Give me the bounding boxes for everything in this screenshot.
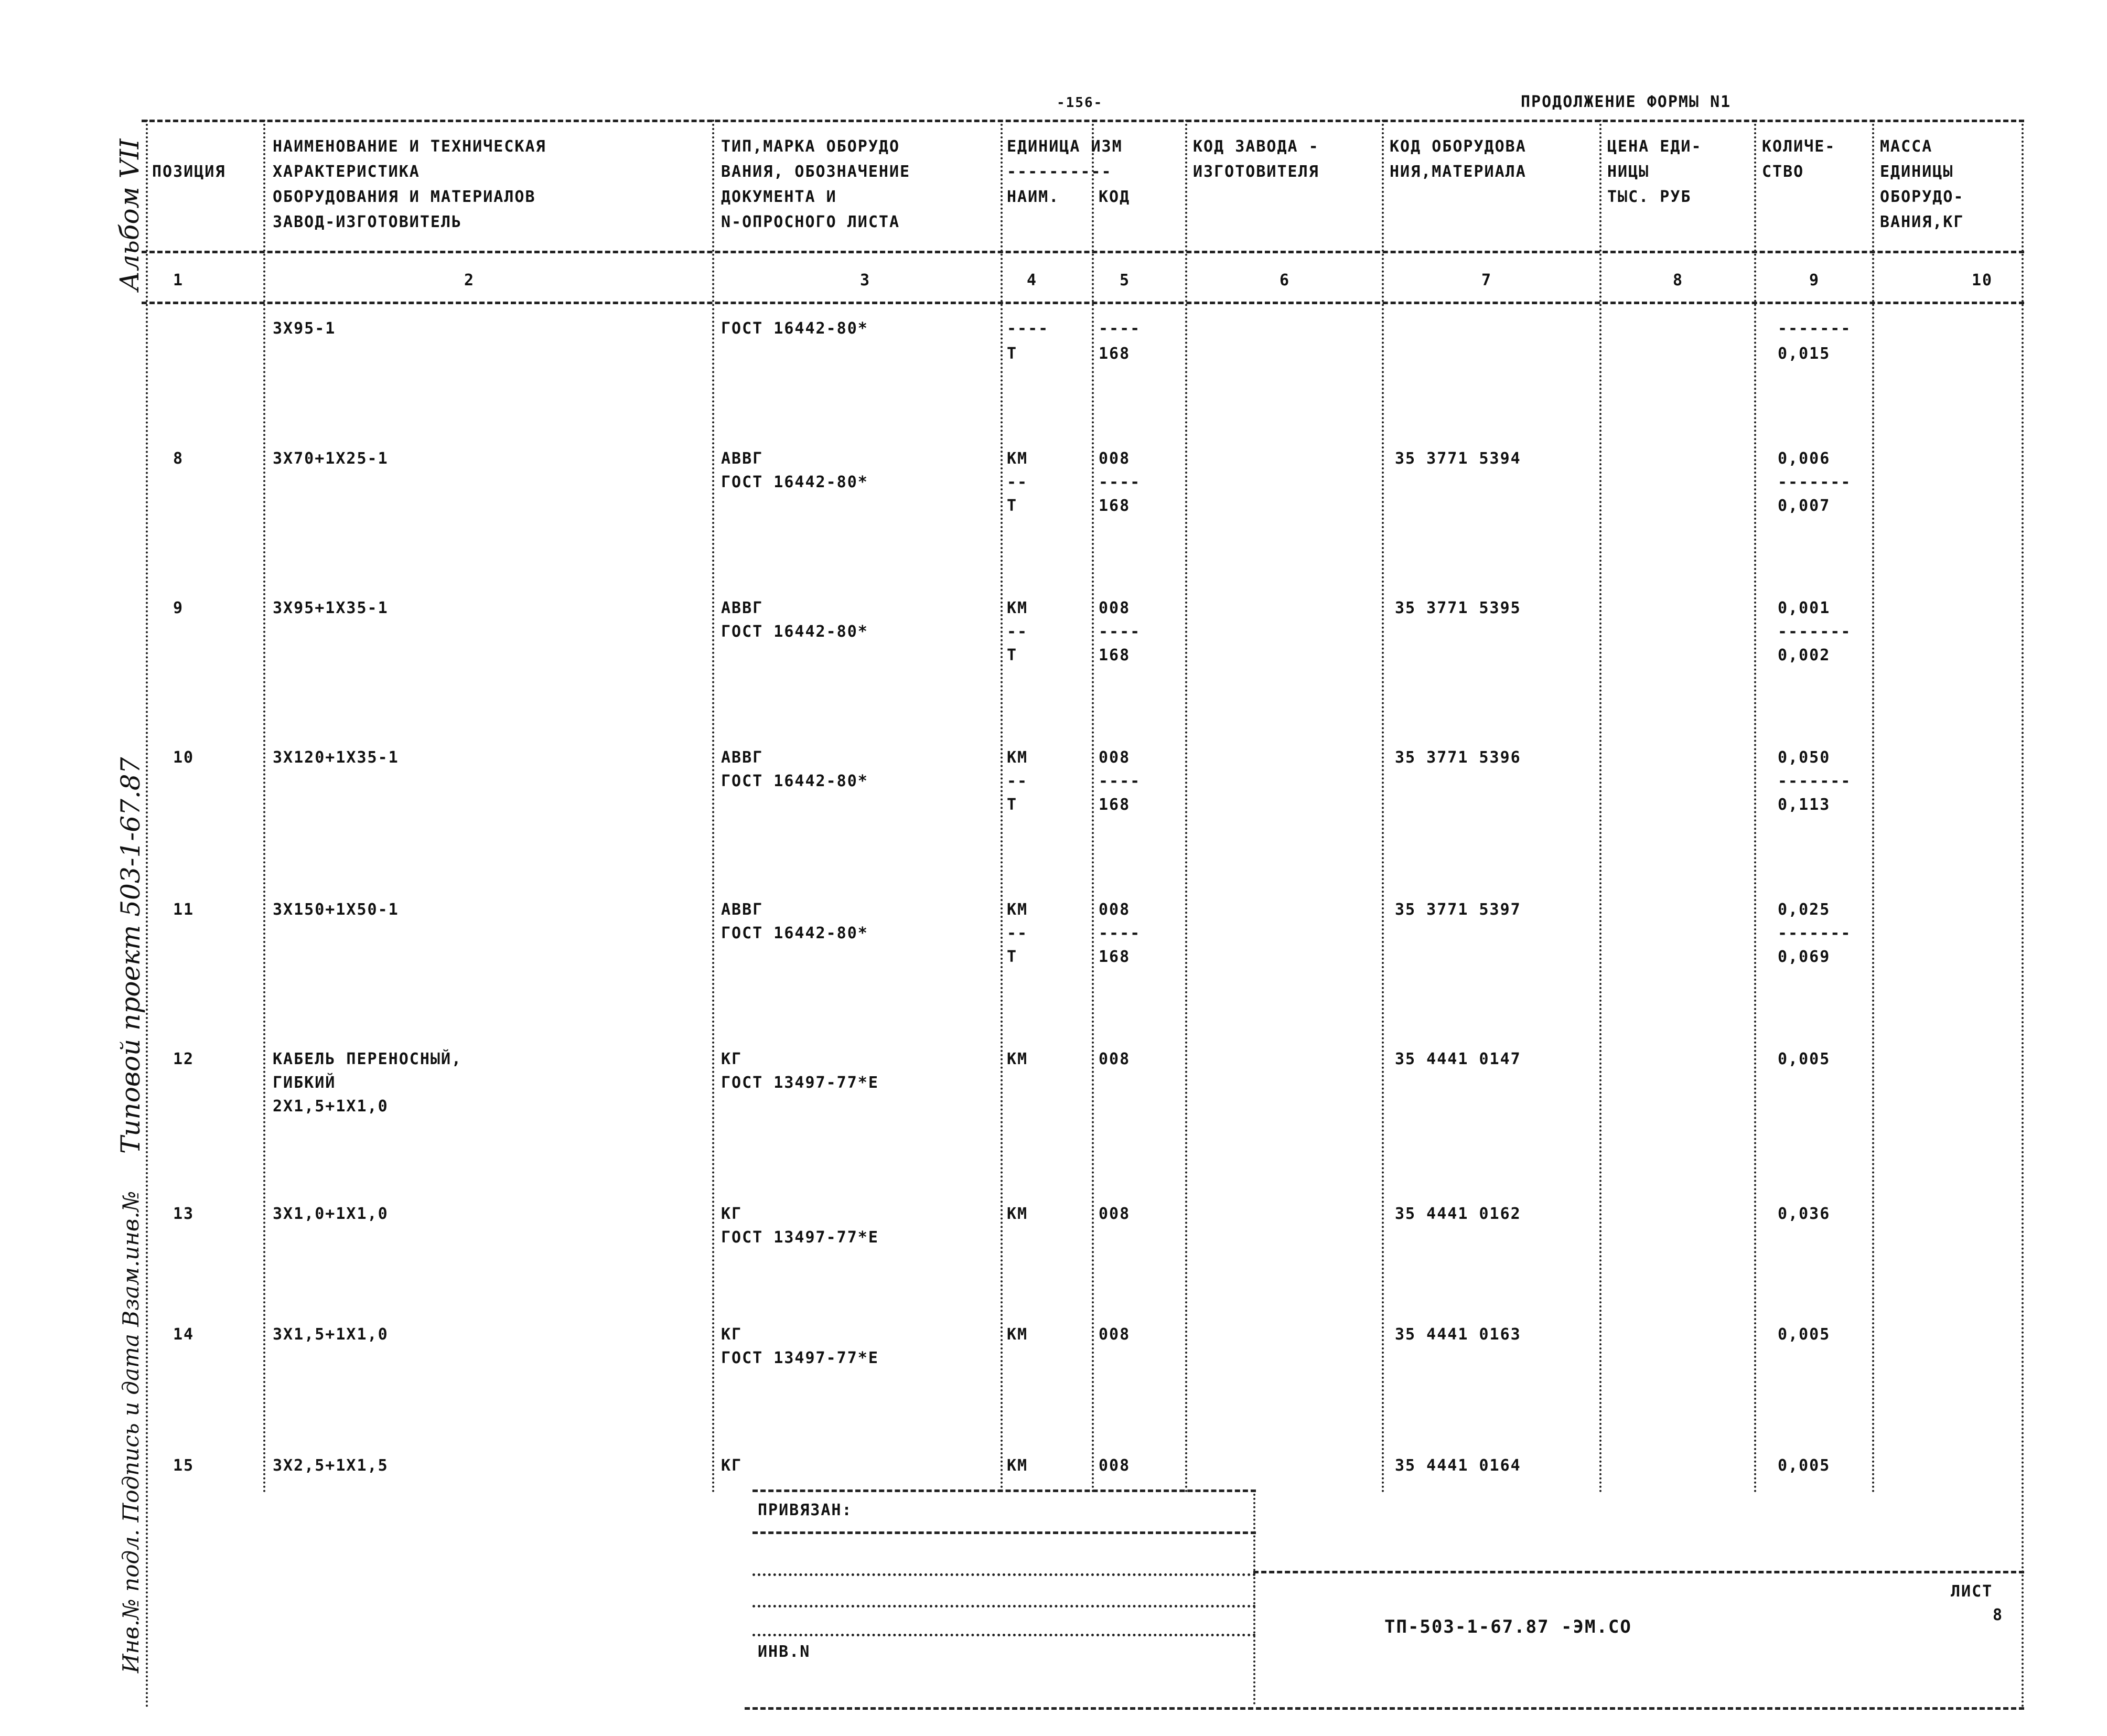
col-divider (2022, 120, 2024, 1709)
table-cell-c5: 168 (1099, 948, 1131, 966)
col-divider (712, 120, 714, 1494)
table-cell-c4: -- (1007, 924, 1028, 942)
table-cell-c2: 3Х95+1Х35-1 (273, 599, 389, 617)
table-cell-c3: ГОСТ 13497-77*Е (721, 1349, 879, 1367)
table-cell-c9: 0,015 (1778, 345, 1831, 363)
table-cell-c5: 008 (1099, 1325, 1131, 1344)
privyazan-label: ПРИВЯЗАН: (758, 1501, 853, 1519)
col-divider (263, 120, 265, 1494)
stamp-line (752, 1634, 1256, 1636)
doc-code: ТП-503-1-67.87 -ЭМ.СО (1384, 1616, 1632, 1637)
table-cell-c4: КМ (1007, 1325, 1028, 1344)
column-header-10: МАССА (1880, 137, 1933, 156)
table-cell-c1: 9 (173, 599, 184, 617)
column-header-10: ОБОРУДО- (1880, 188, 1964, 206)
col-divider (1754, 120, 1756, 1494)
table-cell-c7: 35 4441 0162 (1395, 1205, 1521, 1223)
table-cell-c3: АВВГ (721, 599, 764, 617)
table-cell-c5: 168 (1099, 796, 1131, 814)
column-header-8: НИЦЫ (1607, 163, 1650, 181)
column-header-9: СТВО (1762, 163, 1804, 181)
table-cell-c2: 3Х1,5+1Х1,0 (273, 1325, 389, 1344)
margin-stamp-label: Инв.№ подл. Подпись и дата Взам.инв.№ (118, 1191, 144, 1673)
column-number: 5 (1120, 271, 1131, 290)
table-cell-c4: КМ (1007, 901, 1028, 919)
table-cell-c3: ГОСТ 16442-80* (721, 319, 868, 338)
table-cell-c3: КГ (721, 1325, 743, 1344)
column-header-2: ОБОРУДОВАНИЯ И МАТЕРИАЛОВ (273, 188, 536, 206)
table-cell-c5: 008 (1099, 901, 1131, 919)
table-cell-c5: 008 (1099, 599, 1131, 617)
column-header-1: ПОЗИЦИЯ (152, 163, 226, 181)
table-cell-c7: 35 3771 5396 (1395, 748, 1521, 767)
table-cell-c5: 168 (1099, 497, 1131, 515)
table-cell-c3: АВВГ (721, 748, 764, 767)
table-cell-c2: ГИБКИЙ (273, 1074, 336, 1092)
table-cell-c7: 35 4441 0163 (1395, 1325, 1521, 1344)
column-header-8: ТЫС. РУБ (1607, 188, 1692, 206)
table-cell-c4: Т (1007, 948, 1018, 966)
table-cell-c5: 008 (1099, 1456, 1131, 1475)
column-header-2: ЗАВОД-ИЗГОТОВИТЕЛЬ (273, 213, 463, 231)
table-cell-c5: 008 (1099, 1050, 1131, 1068)
table-cell-c5: ---- (1099, 924, 1141, 942)
column-header-7: НИЯ,МАТЕРИАЛА (1390, 163, 1526, 181)
table-cell-c7: 35 3771 5395 (1395, 599, 1521, 617)
table-cell-c4: Т (1007, 345, 1018, 363)
table-cell-c3: АВВГ (721, 901, 764, 919)
stamp-rule (1253, 1571, 2024, 1573)
table-cell-c3: ГОСТ 13497-77*Е (721, 1074, 879, 1092)
column-header-6: ИЗГОТОВИТЕЛЯ (1193, 163, 1319, 181)
table-cell-c9: ------- (1778, 319, 1852, 338)
table-cell-c9: 0,006 (1778, 449, 1831, 468)
table-cell-c7: 35 3771 5394 (1395, 449, 1521, 468)
table-cell-c7: 35 4441 0164 (1395, 1456, 1521, 1475)
table-cell-c3: ГОСТ 16442-80* (721, 924, 868, 942)
table-cell-c9: ------- (1778, 924, 1852, 942)
table-cell-c2: 3Х95-1 (273, 319, 336, 338)
sheet-number: 8 (1993, 1606, 2004, 1624)
stamp-divider (1253, 1489, 1255, 1705)
continuation-label: ПРОДОЛЖЕНИЕ ФОРМЫ N1 (1521, 93, 1732, 111)
table-cell-c5: 008 (1099, 748, 1131, 767)
column-header-4: НАИМ. (1007, 188, 1060, 206)
table-cell-c2: КАБЕЛЬ ПЕРЕНОСНЫЙ, (273, 1050, 463, 1068)
table-cell-c5: ---- (1099, 319, 1141, 338)
table-cell-c3: АВВГ (721, 449, 764, 468)
table-cell-c3: КГ (721, 1050, 743, 1068)
table-cell-c9: 0,050 (1778, 748, 1831, 767)
table-cell-c4: Т (1007, 796, 1018, 814)
col-divider (1872, 120, 1874, 1494)
table-cell-c4: КМ (1007, 449, 1028, 468)
column-header-3: ВАНИЯ, ОБОЗНАЧЕНИЕ (721, 163, 911, 181)
table-cell-c5: ---- (1099, 772, 1141, 790)
table-cell-c9: 0,001 (1778, 599, 1831, 617)
table-cell-c2: 3Х2,5+1Х1,5 (273, 1456, 389, 1475)
table-cell-c5: ---- (1099, 623, 1141, 641)
column-number: 9 (1809, 271, 1820, 290)
column-header-8: ЦЕНА ЕДИ- (1607, 137, 1702, 156)
col-divider (1092, 120, 1094, 1494)
column-number: 6 (1280, 271, 1291, 290)
table-cell-c2: 2Х1,5+1Х1,0 (273, 1097, 389, 1116)
table-cell-c9: ------- (1778, 772, 1852, 790)
stamp-mid-rule (752, 1531, 1256, 1534)
table-cell-c4: -- (1007, 473, 1028, 491)
column-number: 8 (1673, 271, 1684, 290)
table-cell-c1: 10 (173, 748, 195, 767)
table-cell-c4: КМ (1007, 1050, 1028, 1068)
column-header-10: ЕДИНИЦЫ (1880, 163, 1954, 181)
table-cell-c1: 15 (173, 1456, 195, 1475)
table-cell-c5: 008 (1099, 449, 1131, 468)
column-header-4: ЕДИНИЦА ИЗМ (1007, 137, 1123, 156)
column-number: 10 (1972, 271, 1993, 290)
table-cell-c9: 0,007 (1778, 497, 1831, 515)
table-cell-c3: КГ (721, 1456, 743, 1475)
table-cell-c9: 0,005 (1778, 1050, 1831, 1068)
column-header-5: КОД (1099, 188, 1131, 206)
table-cell-c9: ------- (1778, 623, 1852, 641)
table-cell-c2: 3Х70+1Х25-1 (273, 449, 389, 468)
column-header-3: N-ОПРОСНОГО ЛИСТА (721, 213, 900, 231)
table-cell-c3: ГОСТ 16442-80* (721, 772, 868, 790)
table-cell-c5: 168 (1099, 646, 1131, 665)
table-cell-c9: 0,036 (1778, 1205, 1831, 1223)
table-cell-c2: 3Х1,0+1Х1,0 (273, 1205, 389, 1223)
table-cell-c4: -- (1007, 772, 1028, 790)
col-divider (146, 120, 148, 1709)
col-divider (1382, 120, 1384, 1494)
table-cell-c3: ГОСТ 13497-77*Е (721, 1228, 879, 1247)
column-header-4: ---------- (1007, 163, 1112, 181)
col-divider (1599, 120, 1601, 1494)
column-number: 1 (173, 271, 184, 290)
table-cell-c2: 3Х150+1Х50-1 (273, 901, 399, 919)
table-cell-c9: 0,025 (1778, 901, 1831, 919)
colnum-rule (142, 302, 2024, 304)
sheet-label: ЛИСТ (1951, 1582, 1993, 1601)
table-cell-c9: 0,002 (1778, 646, 1831, 665)
column-number: 3 (860, 271, 871, 290)
column-header-6: КОД ЗАВОДА - (1193, 137, 1319, 156)
table-cell-c9: 0,113 (1778, 796, 1831, 814)
column-header-2: НАИМЕНОВАНИЕ И ТЕХНИЧЕСКАЯ (273, 137, 546, 156)
table-cell-c9: ------- (1778, 473, 1852, 491)
stamp-top-rule (752, 1489, 1256, 1492)
header-rule (142, 251, 2024, 253)
column-header-10: ВАНИЯ,КГ (1880, 213, 1964, 231)
stamp-line (752, 1605, 1256, 1608)
table-cell-c4: Т (1007, 646, 1018, 665)
column-header-3: ТИП,МАРКА ОБОРУДО (721, 137, 900, 156)
table-cell-c9: 0,005 (1778, 1325, 1831, 1344)
table-cell-c4: КМ (1007, 1456, 1028, 1475)
table-cell-c4: КМ (1007, 599, 1028, 617)
table-cell-c1: 13 (173, 1205, 195, 1223)
column-number: 7 (1481, 271, 1492, 290)
table-cell-c1: 12 (173, 1050, 195, 1068)
project-label: Типовой проект 503-1-67.87 (115, 757, 146, 1154)
table-cell-c2: 3Х120+1Х35-1 (273, 748, 399, 767)
column-number: 4 (1027, 271, 1038, 290)
col-divider (1185, 120, 1187, 1494)
column-header-7: КОД ОБОРУДОВА (1390, 137, 1526, 156)
table-cell-c3: КГ (721, 1205, 743, 1223)
table-cell-c9: 0,069 (1778, 948, 1831, 966)
table-cell-c4: ---- (1007, 319, 1049, 338)
table-cell-c5: 008 (1099, 1205, 1131, 1223)
table-cell-c7: 35 3771 5397 (1395, 901, 1521, 919)
table-cell-c3: ГОСТ 16442-80* (721, 623, 868, 641)
album-label: Альбом VII (114, 138, 145, 291)
stamp-line (752, 1573, 1256, 1576)
col-divider (1001, 120, 1003, 1494)
column-header-9: КОЛИЧЕ- (1762, 137, 1836, 156)
top-rule (142, 120, 2024, 122)
table-cell-c9: 0,005 (1778, 1456, 1831, 1475)
page-number: -156- (1057, 95, 1103, 111)
table-cell-c1: 14 (173, 1325, 195, 1344)
table-cell-c5: ---- (1099, 473, 1141, 491)
table-cell-c5: 168 (1099, 345, 1131, 363)
table-cell-c1: 8 (173, 449, 184, 468)
table-cell-c7: 35 4441 0147 (1395, 1050, 1521, 1068)
table-cell-c4: Т (1007, 497, 1018, 515)
bottom-rule (745, 1707, 2024, 1710)
column-header-3: ДОКУМЕНТА И (721, 188, 837, 206)
table-cell-c1: 11 (173, 901, 195, 919)
table-cell-c4: -- (1007, 623, 1028, 641)
inv-label: ИНВ.N (758, 1643, 811, 1661)
table-cell-c4: КМ (1007, 748, 1028, 767)
table-cell-c3: ГОСТ 16442-80* (721, 473, 868, 491)
column-header-2: ХАРАКТЕРИСТИКА (273, 163, 420, 181)
table-cell-c4: КМ (1007, 1205, 1028, 1223)
column-number: 2 (464, 271, 475, 290)
